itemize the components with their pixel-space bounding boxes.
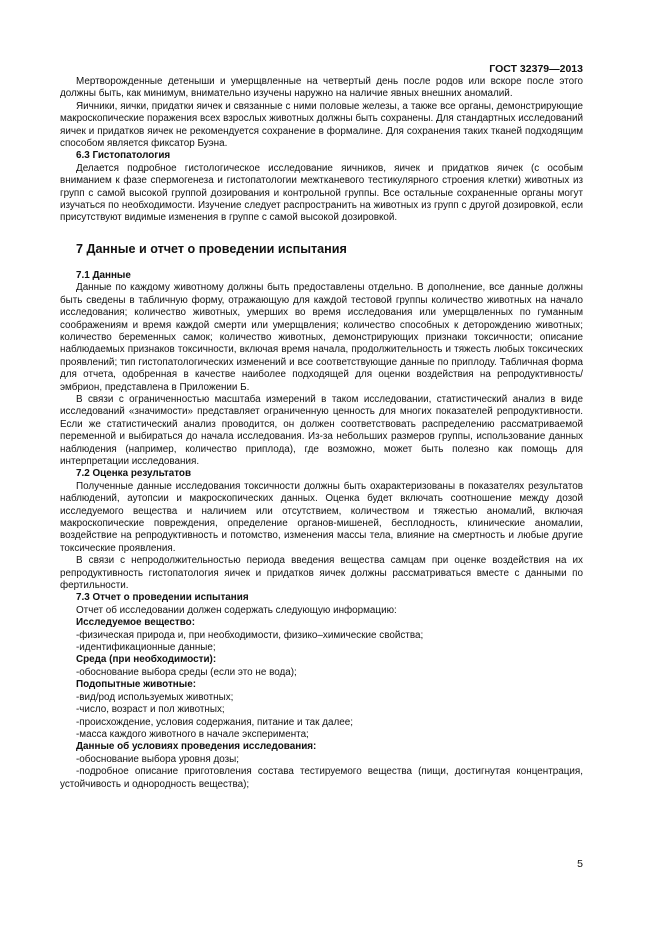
page-number: 5 <box>577 858 583 870</box>
list-item: -обоснование выбора среды (если это не вода); <box>76 666 297 678</box>
list-intro: Отчет об исследовании должен содержать следующую информацию: <box>76 604 397 616</box>
list-item: -число, возраст и пол животных; <box>76 704 225 716</box>
list-item: -обоснование выбора уровня дозы; <box>76 753 239 765</box>
paragraph: Яичники, яички, придатки яичек и связанные с ними половые железы, а также все органы, демонстрирующие макроскопические поражения всех взрослых животных должны быть сохранены. Для стандартных исследований яичек и придатков яичек не рекомендуется сохранение в формалине. Для сохранения таких тканей подходящим способом является фиксатор Буэна. <box>60 100 583 150</box>
paragraph: В связи с ограниченностью масштаба измерений в таком исследовании, статистический анализ в виде исследований «значимости» представляет ограниченную ценность для многих показателей репродуктивности. Если же статистический анализ проводится, он должен соответствовать распределению рассматриваемой переменной и выбираться до начала исследования. Из-за небольших размеров группы, использование данных наблюдения (например, количество приплода), где возможно, может быть полезно как помощь для интерпретации исследования. <box>60 393 583 467</box>
list-item: -масса каждого животного в начале эксперимента; <box>76 728 309 740</box>
section-heading-6-3: 6.3 Гистопатология <box>76 150 171 162</box>
list-heading: Подопытные животные: <box>76 679 196 691</box>
section-heading-7-3: 7.3 Отчет о проведении испытания <box>76 592 249 604</box>
list-item: -идентификационные данные; <box>76 642 216 654</box>
section-heading-7-2: 7.2 Оценка результатов <box>76 468 192 480</box>
page-body <box>60 76 583 791</box>
paragraph: Делается подробное гистологическое исследование яичников, яичек и придатков яичек (с особым вниманием к фазе спермогенеза и гистопатологии межтканевого тестикулярного строения клетки) животных из групп с самой высокой группой дозирования и контрольной группы. Все остальные сохраненные органы могут изучаться по необходимости. Изучение следует распространить на животных из групп с другой дозировкой, если присутствуют видимые изменения в группе с самой высокой дозировкой. <box>60 162 583 224</box>
list-item: -подробное описание приготовления состава тестируемого вещества (пищи, достигнутая концентрация, устойчивость и однородность вещества); <box>60 766 583 790</box>
list-item: -вид/род используемых животных; <box>76 691 234 703</box>
section-heading-7: 7 Данные и отчет о проведении испытания <box>76 241 347 256</box>
paragraph: Мертворожденные детеныши и умерщвленные на четвертый день после родов или вскоре после этого должны быть, как минимум, внимательно изучены наружно на наличие явных внешних аномалий. <box>60 76 583 100</box>
list-heading: Данные об условиях проведения исследования: <box>76 741 317 753</box>
list-heading: Среда (при необходимости): <box>76 654 217 666</box>
list-heading: Исследуемое вещество: <box>76 617 195 629</box>
paragraph: Данные по каждому животному должны быть предоставлены отдельно. В дополнение, все данные должны быть сведены в табличную форму, отражающую для каждой тестовой группы количество животных на начало исследования; количество животных, умерших во время исследования или умерщвленных по гуманным соображениям и время каждой смерти или умерщвления; количество способных к деторождению животных; количество беременных самок; количество животных, демонстрирующих признаки токсичности; описание наблюдаемых признаков токсичности, включая время начала, продолжительность и тяжесть любых токсических проявлений; тип гистопатологических изменений и все соответствующие данные по приплоду. Табличная форма для отчета, одобренная в качестве наиболее подходящей для оценки воздействия на репродуктивность/эмбрион, представлена в Приложении Б. <box>60 282 583 393</box>
list-item: -происхождение, условия содержания, питание и так далее; <box>76 716 353 728</box>
paragraph: В связи с непродолжительностью периода введения вещества самцам при оценке воздействия на их репродуктивность гистопатология яичек и придатков яичек должны рассматриваться вместе с данными по фертильности. <box>60 555 583 592</box>
paragraph: Полученные данные исследования токсичности должны быть охарактеризованы в показателях результатов наблюдений, аутопсии и макроскопических данных. Оценка будет включать соотношение между дозой исследуемого вещества и наличием или отсутствием, количеством и тяжестью аномалий, включая макроскопические повреждения, определение органов-мишеней, бесплодность, клинические аномалии, воздействие на репродуктивность и потомство, изменения массы тела, влияние на смертность и любые другие токсические проявления. <box>60 480 583 554</box>
document-header: ГОСТ 32379—2013 <box>489 63 583 75</box>
list-item: -физическая природа и, при необходимости, физико–химические свойства; <box>76 629 424 641</box>
section-heading-7-1: 7.1 Данные <box>76 269 131 281</box>
